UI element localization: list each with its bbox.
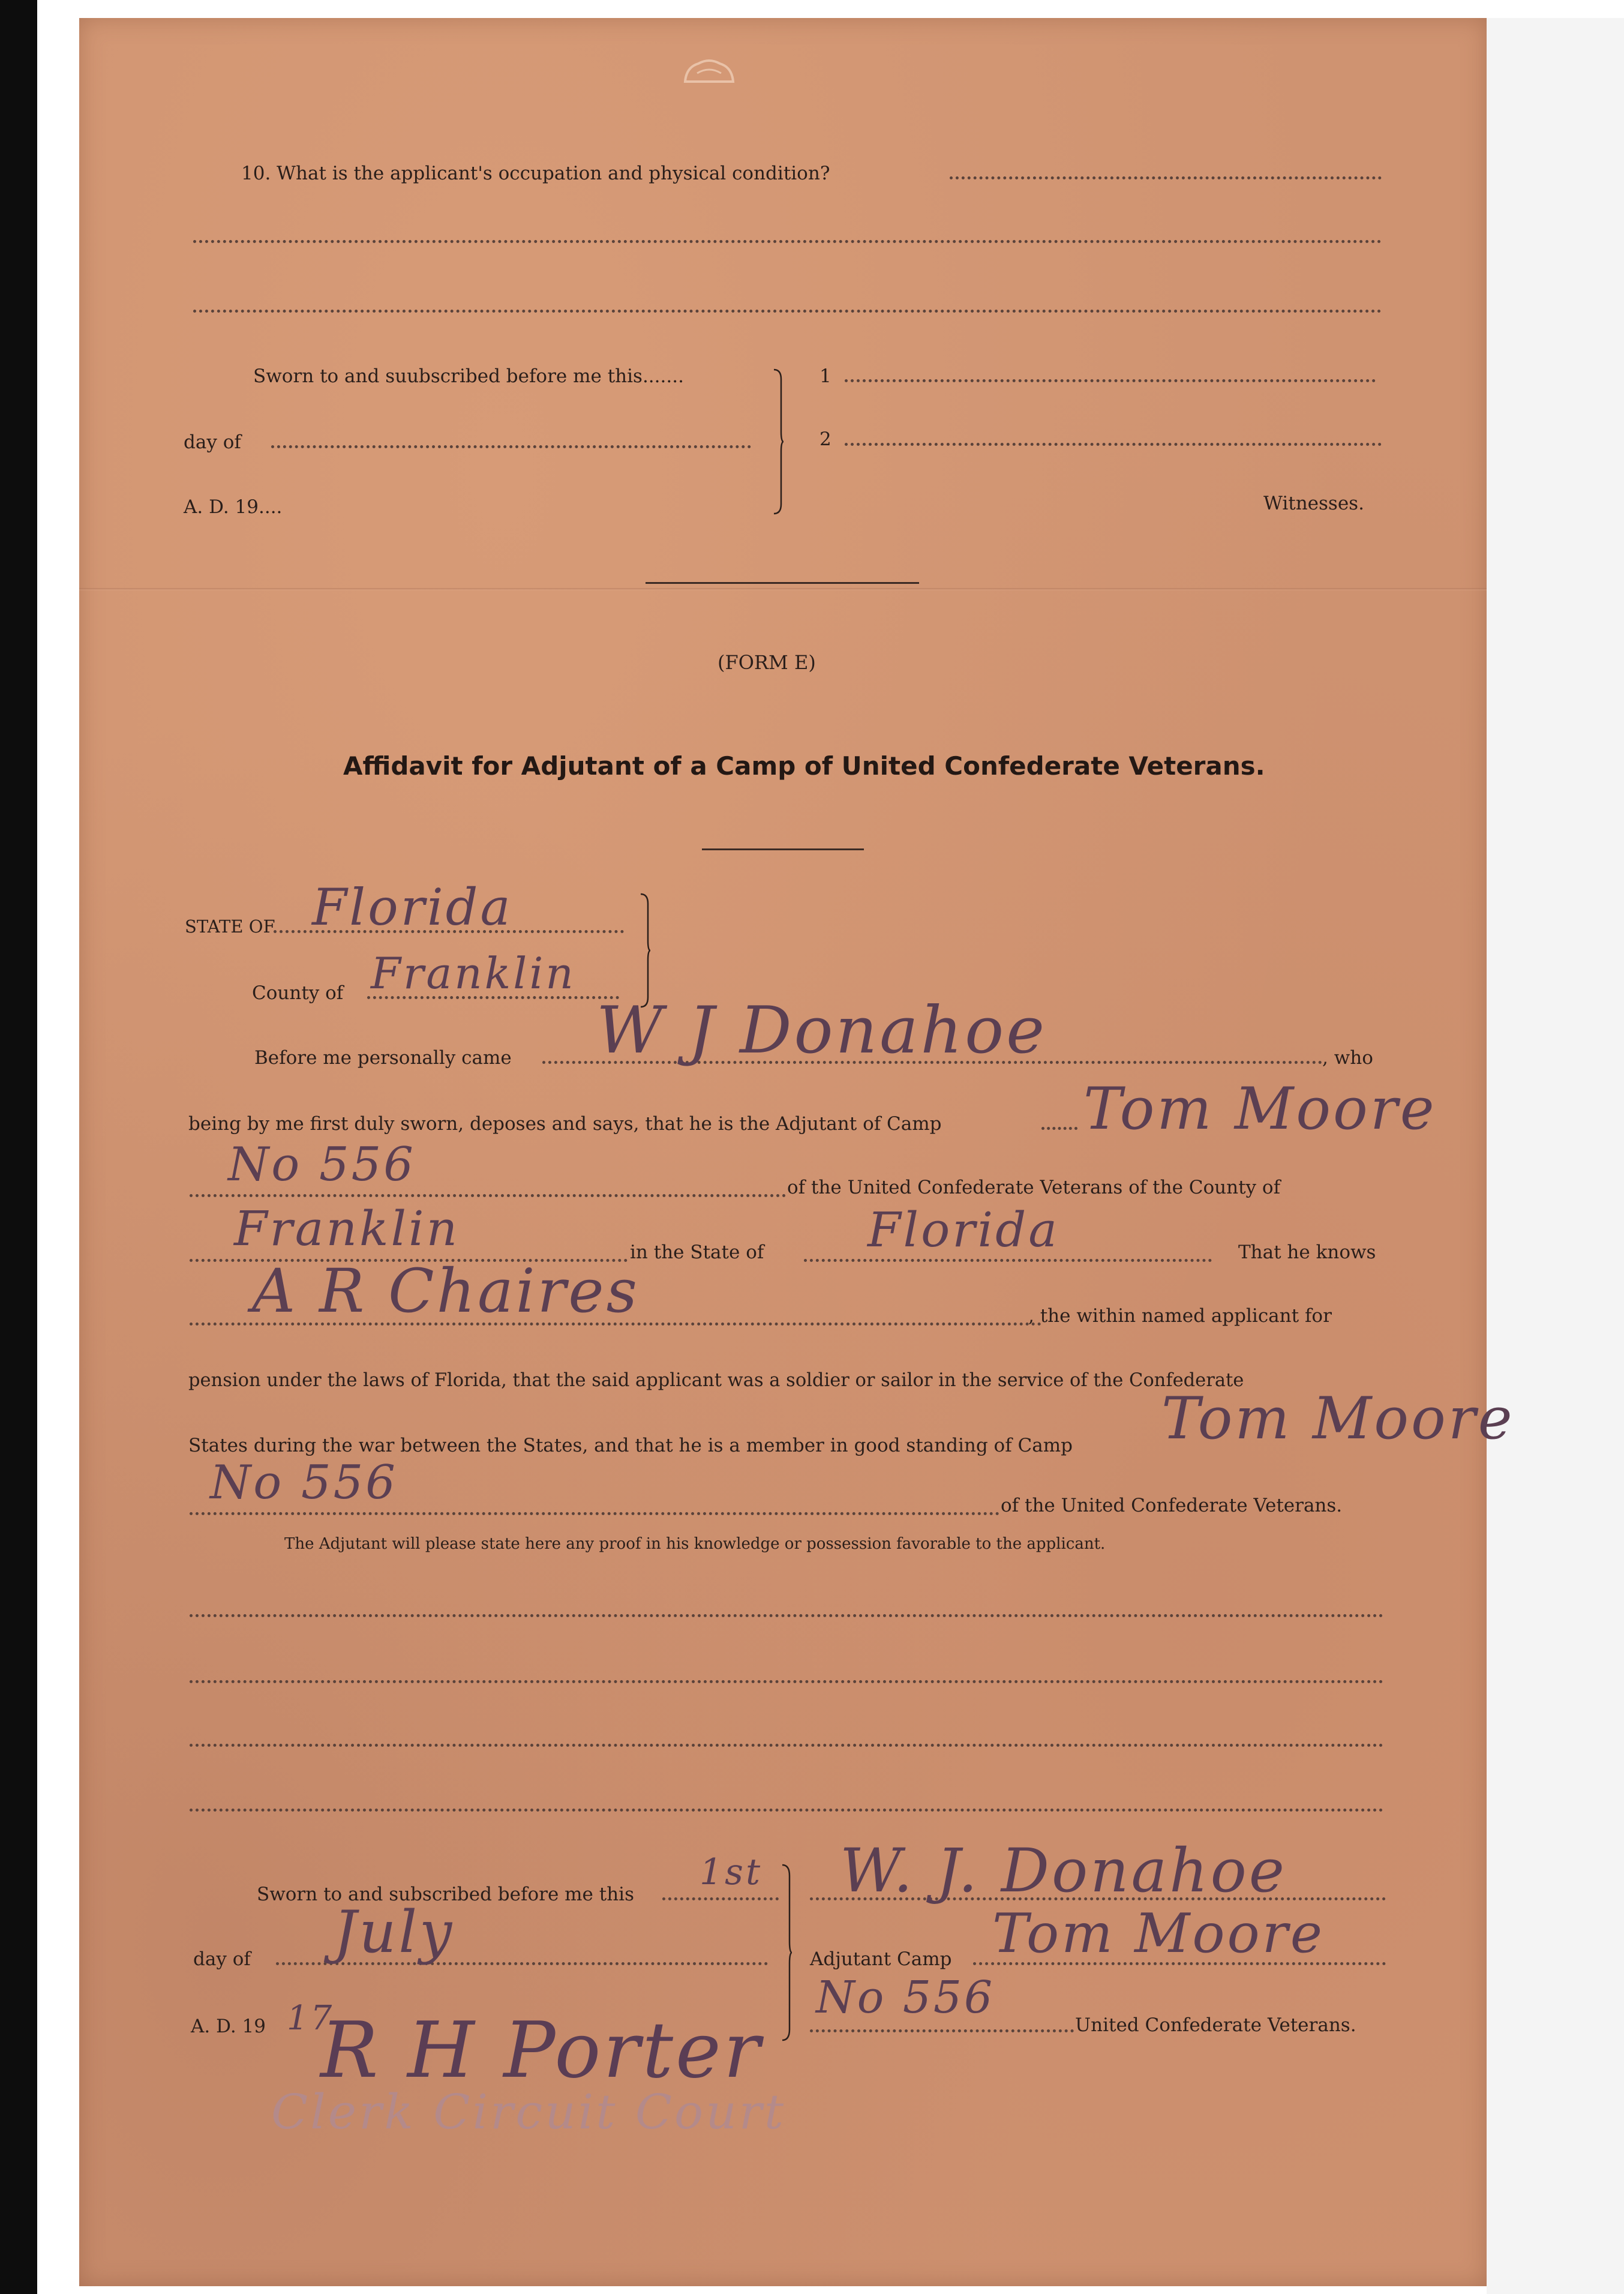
witnesses-label: Witnesses. (1263, 493, 1364, 514)
form-label: (FORM E) (718, 651, 816, 674)
answer-dots-2 (193, 240, 1382, 243)
brace-top (773, 367, 784, 516)
within-named-text: , the within named applicant for (1028, 1305, 1332, 1327)
camp-no-dots (190, 1194, 786, 1197)
being-sworn-text: being by me first duly sworn, deposes and says, that he is the Adjutant of Camp (188, 1113, 942, 1135)
of-ucv-county-text: of the United Confederate Veterans of the County of (787, 1177, 1281, 1198)
county-of-label: County of (252, 982, 344, 1004)
sworn-day-dots (662, 1897, 779, 1900)
proof-dots-1 (190, 1614, 1383, 1617)
who-text: , who (1322, 1047, 1373, 1069)
question-10: 10. What is the applicant's occupation and physical condition? (241, 163, 830, 184)
camp-number-2: No 556 (210, 1456, 398, 1510)
ad-year-bottom: A. D. 19 (191, 2016, 266, 2037)
witness-dots-1 (845, 379, 1376, 382)
witness-dots-2 (845, 443, 1382, 446)
camp-name-2: Tom Moore (1161, 1385, 1515, 1452)
witness-num-2: 2 (819, 428, 831, 450)
camp-number: No 556 (228, 1138, 416, 1192)
clerk-signature: R H Porter (320, 2006, 763, 2095)
before-me-text: Before me personally came (254, 1047, 512, 1069)
pension-line: pension under the laws of Florida, that the said applicant was a soldier or sailor in the service of the Confederate (188, 1370, 1244, 1391)
day-of-label-top: day of (184, 431, 241, 453)
ucv-label-bottom: United Confederate Veterans. (1075, 2014, 1356, 2036)
county-value: Franklin (371, 948, 576, 998)
proof-dots-3 (190, 1744, 1383, 1747)
answer-dots-3 (193, 310, 1382, 313)
state-of-label: STATE OF (185, 916, 275, 937)
brace-state (640, 892, 650, 1009)
divider-title (702, 848, 864, 850)
adjutant-camp-number: No 556 (816, 1972, 995, 2023)
camp-dots-1 (1041, 1127, 1077, 1130)
day-of-dots-top (271, 445, 751, 448)
scan-right-margin (1487, 18, 1624, 2294)
day-of-label-bottom: day of (193, 1948, 251, 1970)
in-state-text: in the State of (630, 1242, 764, 1263)
witness-num-1: 1 (819, 365, 831, 387)
adjutant-signature: W. J. Donahoe (840, 1836, 1287, 1906)
state-value-2: Florida (867, 1202, 1059, 1258)
that-he-knows-text: That he knows (1238, 1242, 1376, 1263)
adjutant-camp-label: Adjutant Camp (810, 1948, 952, 1970)
embossed-seal-icon (680, 55, 738, 84)
applicant-dots (190, 1323, 1041, 1326)
scan-left-edge (0, 0, 37, 2294)
state-value: Florida (312, 878, 513, 937)
camp-no3-dots (810, 2029, 1074, 2032)
sworn-day-value: 1st (700, 1851, 763, 1893)
fold-crease (79, 588, 1487, 590)
brace-signature (781, 1863, 792, 2043)
answer-dots-1 (950, 176, 1382, 179)
applicant-name: A R Chaires (252, 1256, 640, 1326)
sworn-text-bottom: Sworn to and subscribed before me this (257, 1884, 634, 1905)
month-value: July (334, 1899, 455, 1966)
clerk-title: Clerk Circuit Court (271, 2084, 787, 2140)
instruction-text: The Adjutant will please state here any proof in his knowledge or possession favorable to the applicant. (284, 1535, 1106, 1553)
adjutant-camp-value: Tom Moore (992, 1902, 1325, 1965)
camp-no2-dots (190, 1512, 999, 1515)
proof-dots-2 (190, 1680, 1383, 1683)
proof-dots-4 (190, 1809, 1383, 1812)
states-line: States during the war between the States, and that he is a member in good standing of Camp (188, 1435, 1073, 1456)
county-value-2: Franklin (234, 1201, 460, 1257)
year-value: 17 (287, 1999, 335, 2038)
came-name: W J Donahoe (596, 993, 1047, 1068)
camp-name: Tom Moore (1083, 1075, 1437, 1142)
page-title: Affidavit for Adjutant of a Camp of United Confederate Veterans. (343, 751, 1265, 781)
state2-dots (804, 1259, 1212, 1262)
divider-top (646, 582, 919, 584)
of-ucv-text: of the United Confederate Veterans. (1001, 1495, 1343, 1516)
sworn-text-top: Sworn to and suubscribed before me this....... (253, 365, 684, 387)
ad-year-top: A. D. 19.... (184, 496, 283, 518)
